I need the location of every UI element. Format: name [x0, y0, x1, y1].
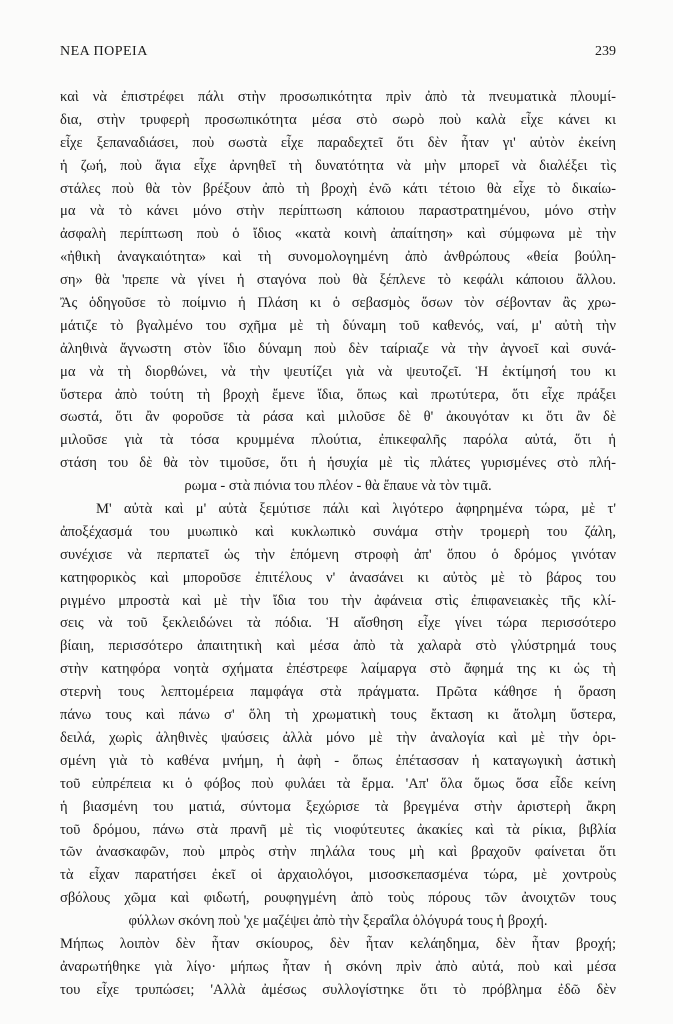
- text-line: σεις νὰ τοῦ ξεκλειδώνει τὰ πόδια. Ἡ αἴσθηση εἶχε γίνει τώρα περισσότερο: [60, 615, 616, 632]
- text-line: Ἂς ὁδηγοῦσε τὸ ποίμνιο ἡ Πλάση κι ὁ σεβασμὸς ὅσων τὸν σέβονταν ἂς χρω-: [60, 295, 616, 312]
- text-line: ση» θὰ 'πρεπε νὰ γίνει ἡ σταγόνα ποὺ θὰ ξέπλενε τὸ κεφάλι κάποιου ἄλλου.: [60, 272, 616, 289]
- paragraph-start-line: Μ' αὐτὰ καὶ μ' αὐτὰ ξεμύτισε πάλι καὶ λιγότερο ἀφηρημένα τώρα, μὲ τ': [96, 501, 616, 518]
- text-line: δια, στὴν τρυφερὴ προσωπικότητα μέσα στὸ σωρὸ ποὺ καλὰ εἶχε κάνει κι: [60, 111, 616, 128]
- paragraph-end-line: ρωμα - στὰ πιόνια του πλέον - θὰ ἔπαυε νὰ τὸν τιμᾶ.: [184, 478, 492, 495]
- paragraph-end-line: φύλλων σκόνη ποὺ 'χε μαζέψει ἀπὸ τὴν ξεραΐλα ὁλόγυρά τους ἡ βροχή.: [128, 913, 548, 930]
- text-line: πάνω τους καὶ πάνω σ' ὅλη τὴ χρωματικὴ τους ἔκταση κι ἄτολμη ὕστερα,: [60, 707, 616, 724]
- text-line: ἡ ζωή, ποὺ ἅγια εἶχε ἀρνηθεῖ τὴ δυνατότητα νὰ μὴν μπορεῖ νὰ διαλέξει τὶς: [60, 157, 616, 174]
- text-line: ριγμένο μπροστὰ καὶ μὲ τὴν ἴδια του τὴν ἀφάνεια στὶς ἐπιφανειακὲς τῆς κλί-: [60, 592, 616, 609]
- text-line: μάτιζε τὸ βγαλμένο του σχῆμα μὲ τὴ δύναμη τοῦ καθενός, ναί, μ' αὐτὴ τὴν: [60, 317, 616, 334]
- text-line: τῶν ἀνασκαφῶν, ποὺ μπρὸς στὴν πηλάλα τους μὴ καὶ βραχοῦν φαίνεται ὅτι: [60, 844, 616, 861]
- text-line: δειλά, χωρὶς ἀληθινὲς ψαύσεις ἀλλὰ μόνο μὲ τὴν ἀναλογία καὶ μὲ τὴν ὁρι-: [60, 729, 616, 746]
- text-line: στάση του δὲ θὰ τὸν τιμοῦσε, ὅτι ἡ ἡσυχία μὲ τὶς πλάτες γυρισμένες στὸ πλή-: [60, 455, 616, 472]
- text-line: μα νὰ τὴ διορθώνει, νὰ τὴν ψευτίζει γιὰ νὰ ψευτοζεῖ. Ἡ ἐκτίμησή του κι: [60, 363, 616, 380]
- text-line: τοῦ εὐπρέπεια κι ὁ φόβος ποὺ φυλάει τὰ ἔρμα. 'Απ' ὅλα ὅμως ὅσα εἶδε κείνη: [60, 775, 616, 792]
- text-line: «ἠθικὴ ἀναγκαιότητα» καὶ τὴ συνομολογημένη ἀπὸ ἀνθρώπους «θεία βούλη-: [60, 249, 616, 266]
- text-line: του εἶχε τρυπώσει; 'Αλλὰ ἀμέσως συλλογίστηκε ὅτι τὸ πρόβλημα ἐδῶ δὲν: [60, 981, 616, 998]
- text-line: ἀναρωτήθηκε γιὰ λίγο· μήπως ἦταν ἡ σκόνη πρὶν ἀπὸ αὐτά, ποὺ καὶ μέσα: [60, 958, 616, 975]
- text-line: ἀποξέχασμά του μυωπικὸ καὶ κυκλωπικὸ συνάμα στὴν τρομερὴ του ζάλη,: [60, 523, 616, 540]
- journal-title: ΝΕΑ ΠΟΡΕΙΑ: [60, 44, 148, 59]
- text-line: μα νὰ τὸ κάνει μόνο στὴν περίπτωση κάποιου παραστρατημένου, μόνο στὴν: [60, 203, 616, 220]
- page-number: 239: [595, 44, 616, 59]
- text-line: σωστά, ὅτι ἂν φοροῦσε τὰ ράσα καὶ μιλοῦσε δὲ θ' ἀκουγόταν κι ὅτι ἂν δὲ: [60, 409, 616, 426]
- text-line: σμένη γιὰ τὸ καθένα μνήμη, ἡ ἀφὴ - ὅπως ἐπέτασσαν ἡ καταγωγικὴ ἀστικὴ: [60, 752, 616, 769]
- text-line: ἀληθινὰ ἄγνωστη στὸν ἴδιο δύναμη ποὺ δὲν ταίριαζε νὰ τὴν ἀγνοεῖ καὶ συνά-: [60, 340, 616, 357]
- text-line: ἡ βιασμένη του ματιά, σύντομα ξεχώρισε τὰ βρεγμένα στὴν ἀριστερὴ ἄκρη: [60, 798, 616, 815]
- text-line: τὰ εἶχαν παρατήσει ἐκεῖ οἱ ἀρχαιολόγοι, μισοσκεπασμένα τώρα, μὲ χοντροὺς: [60, 867, 616, 884]
- text-line: ἀσφαλὴ περίπτωση ποὺ ὁ ἴδιος «κατὰ κοινὴ ἀπαίτηση» καὶ σύμφωνα μὲ τὴν: [60, 226, 616, 243]
- running-header: [60, 44, 616, 64]
- text-line: στάλες ποὺ θὰ τὸν βρέξουν ἀπὸ τὴ βροχὴ ἐνῶ κάτι τέτοιο θὰ εἶχε τὸ δικαίω-: [60, 180, 616, 197]
- text-line: κατηφορικὸς καὶ μποροῦσε ἐπιτέλους ν' ἀνασάνει κι αὐτὸς μὲ τὸ βάρος του: [60, 569, 616, 586]
- text-line: ὕστερα ἀπὸ τούτη τὴ βροχὴ ἔμενε ἴδια, ὅπως καὶ πρωτύτερα, ὅτι εἶχε πράξει: [60, 386, 616, 403]
- text-line: συνέχισε νὰ περπατεῖ ὡς τὴν ἑπόμενη στροφὴ ἀπ' ὅπου ὁ δρόμος γινόταν: [60, 546, 616, 563]
- text-line: εἶχε ξεπαναδιάσει, ποὺ σωστὰ εἶχε παραδεχτεῖ ὅτι δὲν ἦταν γι' αὐτὸν ἐκείνη: [60, 134, 616, 151]
- text-line: μιλοῦσε γιὰ τὰ τόσα κρυμμένα πλούτια, ἐπικεφαλῆς παρόλα αὐτά, ὅτι ἡ: [60, 432, 616, 449]
- text-line: στερνὴ τους λεπτομέρεια παμφάγα στὰ πράγματα. Πρῶτα κάθησε ἡ ὅραση: [60, 684, 616, 701]
- text-line: καὶ νὰ ἐπιστρέφει πάλι στὴν προσωπικότητα πρὶν ἀπὸ τὰ πνευματικὰ πλουμί-: [60, 89, 616, 105]
- text-line: βίαιη, περισσότερο ἀπαιτητικὴ καὶ μέσα ἀπὸ τὰ χαλαρὰ στὸ γλύστρημά τους: [60, 638, 616, 655]
- body-text: [60, 86, 616, 1002]
- text-line: σβόλους χῶμα καὶ φιδωτή, ρουφηγμένη ἀπὸ τοὺς πόρους τῶν ἀνοιχτῶν τους: [60, 890, 616, 907]
- text-line: Μήπως λοιπὸν δὲν ἦταν σκίουρος, δὲν ἦταν κελάηδημα, δὲν ἦταν βροχή;: [60, 935, 616, 952]
- text-line: στὴν κατηφόρα νοητὰ σχήματα ἐπέστρεφε λαίμαργα στὸ ἄφημά της κι ὡς τὴ: [60, 661, 616, 678]
- text-line: τοῦ δρόμου, πάνω στὰ πρανῆ μὲ τὶς νιοφύτευτες ἀκακίες καὶ τὰ ρίκια, βιβλία: [60, 821, 616, 838]
